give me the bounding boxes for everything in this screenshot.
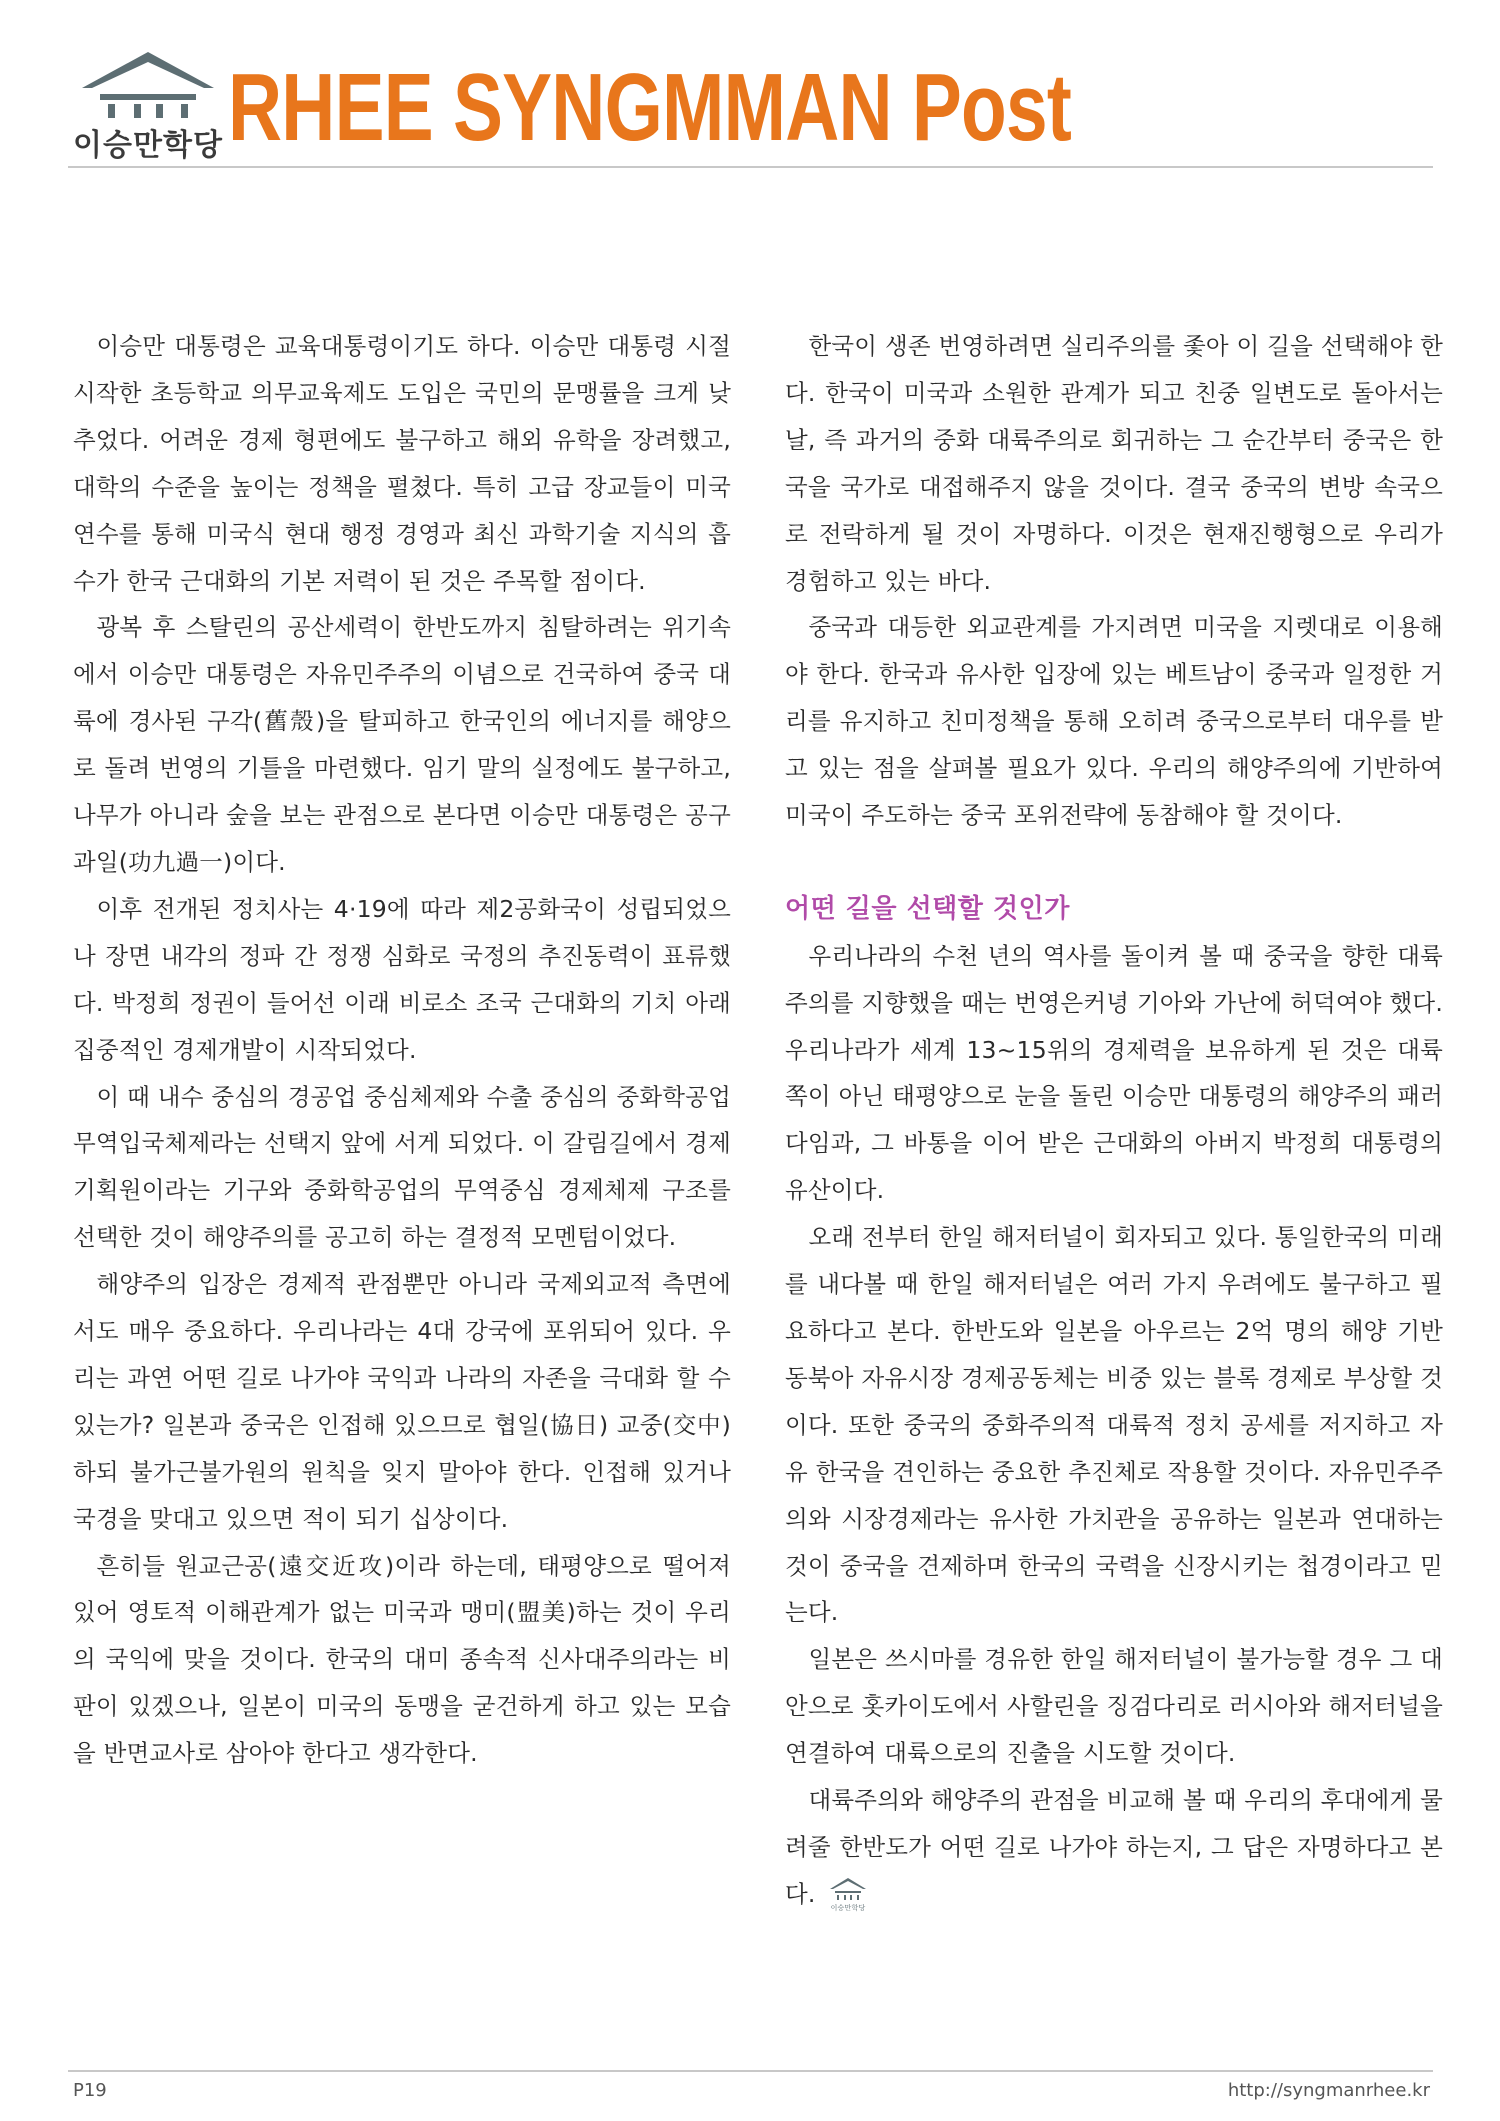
paragraph: 이승만 대통령은 교육대통령이기도 하다. 이승만 대통령 시절 시작한 초등학교 의무교육제도 도입은 국민의 문맹률을 크게 낮추었다. 어려운 경제 형편에도 불구하고 해외 유학을 장려했고, 대학의 수준을 높이는 정책을 펼쳤다. 특히 고급 장교들이 미국 연수를 통해 미국식 현대 행정 경영과 최신 과학기술 지식의 흡수가 한국 근대화의 기본 저력이 된 것은 주목할 점이다. (73, 332, 731, 595)
paragraph: 광복 후 스탈린의 공산세력이 한반도까지 침탈하려는 위기속에서 이승만 대통령은 자유민주주의 이념으로 건국하여 중국 대륙에 경사된 구각(舊殼)을 탈피하고 한국인의 에너지를 해양으로 돌려 번영의 기틀을 마련했다. 임기 말의 실정에도 불구하고, 나무가 아니라 숲을 보는 관점으로 본다면 이승만 대통령은 공구과일(功九過一)이다. (73, 613, 731, 876)
left-column (73, 323, 731, 1777)
paragraph: 해양주의 입장은 경제적 관점뿐만 아니라 국제외교적 측면에서도 매우 중요하다. 우리나라는 4대 강국에 포위되어 있다. 우리는 과연 어떤 길로 나가야 국익과 나라의 자존을 극대화 할 수 있는가? 일본과 중국은 인접해 있으므로 협일(協日) 교중(交中)하되 불가근불가원의 원칙을 잊지 말아야 한다. 인접해 있거나 국경을 맞대고 있으면 적이 되기 십상이다. (73, 1270, 731, 1533)
paragraph: 오래 전부터 한일 해저터널이 회자되고 있다. 통일한국의 미래를 내다볼 때 한일 해저터널은 여러 가지 우려에도 불구하고 필요하다고 본다. 한반도와 일본을 아우르는 2억 명의 해양 기반 동북아 자유시장 경제공동체는 비중 있는 블록 경제로 부상할 것이다. 또한 중국의 중화주의적 대륙적 정치 공세를 저지하고 자유 한국을 견인하는 중요한 추진체로 작용할 것이다. 자유민주주의와 시장경제라는 유사한 가치관을 공유하는 일본과 연대하는 것이 중국을 견제하며 한국의 국력을 신장시키는 첩경이라고 믿는다. (785, 1223, 1443, 1627)
house-logo-icon (826, 1877, 870, 1913)
final-paragraph (785, 1777, 1443, 1918)
paragraph: 우리나라의 수천 년의 역사를 돌이켜 볼 때 중국을 향한 대륙주의를 지향했을 때는 번영은커녕 기아와 가난에 허덕여야 했다. 우리나라가 세계 13~15위의 경제력을 보유하게 된 것은 대륙 쪽이 아닌 태평양으로 눈을 돌린 이승만 대통령의 해양주의 패러다임과, 그 바통을 이어 받은 근대화의 아버지 박정희 대통령의 유산이다. (785, 941, 1443, 1205)
footer-divider (68, 2070, 1433, 2072)
publication-title: RHEE SYNGMMAN Post (228, 54, 1071, 161)
logo[interactable] (68, 50, 228, 163)
final-paragraph-text: 대륙주의와 해양주의 관점을 비교해 볼 때 우리의 후대에게 물려줄 한반도가 어떤 길로 나가야 하는지, 그 답은 자명하다고 본다. (785, 1786, 1443, 1908)
paragraph: 이후 전개된 정치사는 4·19에 따라 제2공화국이 성립되었으나 장면 내각의 정파 간 정쟁 심화로 국정의 추진동력이 표류했다. 박정희 정권이 들어선 이래 비로소 조국 근대화의 기치 아래 집중적인 경제개발이 시작되었다. (73, 894, 731, 1064)
end-mark-text: 이승만학당 (830, 1904, 865, 1913)
logo-text: 이승만학당 (73, 128, 223, 163)
header-divider (68, 166, 1433, 168)
paragraph: 일본은 쓰시마를 경유한 한일 해저터널이 불가능할 경우 그 대안으로 홋카이도에서 사할린을 징검다리로 러시아와 해저터널을 연결하여 대륙으로의 진출을 시도할 것이다. (785, 1645, 1443, 1768)
house-logo-icon (68, 50, 228, 122)
header (68, 50, 1433, 165)
right-column (785, 323, 1443, 1918)
paragraph: 한국이 생존 번영하려면 실리주의를 좇아 이 길을 선택해야 한다. 한국이 미국과 소원한 관계가 되고 친중 일변도로 돌아서는 날, 즉 과거의 중화 대륙주의로 회귀하는 그 순간부터 중국은 한국을 국가로 대접해주지 않을 것이다. 결국 중국의 변방 속국으로 전락하게 될 것이 자명하다. 이것은 현재진행형으로 우리가 경험하고 있는 바다. (785, 332, 1443, 595)
page-number: P19 (73, 2080, 107, 2101)
footer-url[interactable]: http://syngmanrhee.kr (1227, 2080, 1430, 2101)
paragraph: 중국과 대등한 외교관계를 가지려면 미국을 지렛대로 이용해야 한다. 한국과 유사한 입장에 있는 베트남이 중국과 일정한 거리를 유지하고 친미정책을 통해 오히려 중국으로부터 대우를 받고 있는 점을 살펴볼 필요가 있다. 우리의 해양주의에 기반하여 미국이 주도하는 중국 포위전략에 동참해야 할 것이다. (785, 613, 1443, 830)
paragraph: 이 때 내수 중심의 경공업 중심체제와 수출 중심의 중화학공업 무역입국체제라는 선택지 앞에 서게 되었다. 이 갈림길에서 경제기획원이라는 기구와 중화학공업의 무역중심 경제체제 구조를 선택한 것이 해양주의를 공고히 하는 결정적 모멘텀이었다. (73, 1082, 731, 1252)
section-heading: 어떤 길을 선택할 것인가 (785, 893, 1070, 924)
paragraph: 흔히들 원교근공(遠交近攻)이라 하는데, 태평양으로 떨어져 있어 영토적 이해관계가 없는 미국과 맹미(盟美)하는 것이 우리의 국익에 맞을 것이다. 한국의 대미 종속적 신사대주의라는 비판이 있겠으나, 일본이 미국의 동맹을 굳건하게 하고 있는 모습을 반면교사로 삼아야 한다고 생각한다. (73, 1551, 731, 1768)
end-mark-logo (826, 1877, 870, 1913)
